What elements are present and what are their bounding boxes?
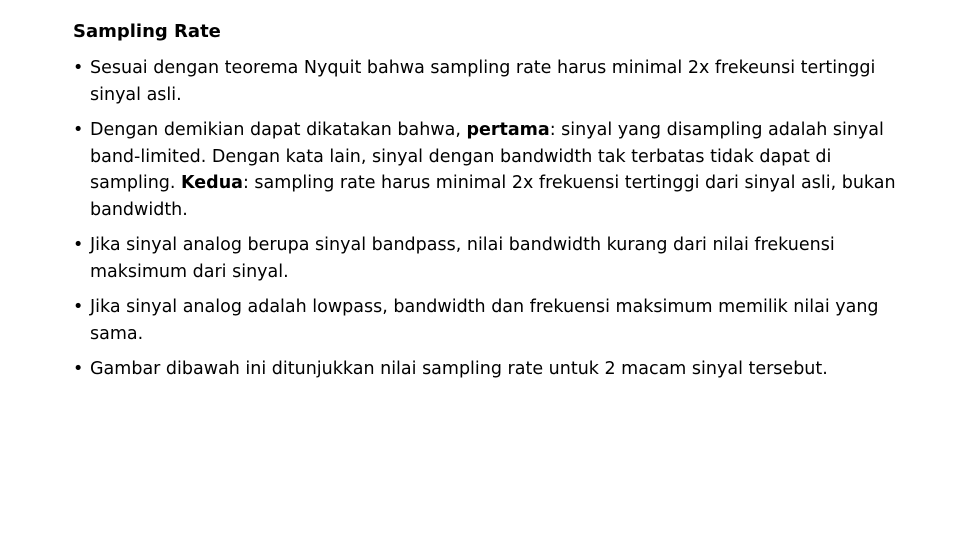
bullet-text [90, 120, 896, 220]
bullet-dot-icon: • [73, 120, 84, 140]
bullet-dot-icon: • [73, 359, 84, 379]
bullet-text: Gambar dibawah ini ditunjukkan nilai sampling rate untuk 2 macam sinyal tersebut. [90, 359, 828, 379]
list-item [73, 55, 903, 108]
bullet-text-segment: Dengan demikian dapat dikatakan bahwa, [90, 120, 467, 140]
bullet-text: Jika sinyal analog berupa sinyal bandpass, nilai bandwidth kurang dari nilai frekuensi maksimum dari sinyal. [90, 235, 835, 282]
bold-term-kedua: Kedua [181, 173, 243, 193]
bullet-text-segment: : sinyal yang disampling adalah sinyal band-limited. Dengan kata lain, sinyal dengan bandwidth tak terbatas tidak dapat di sampling. [90, 120, 884, 193]
bullet-text-segment: : sampling rate harus minimal 2x frekuensi tertinggi dari sinyal asli, bukan bandwidth. [90, 173, 896, 220]
slide-title: Sampling Rate [73, 21, 221, 42]
list-item [73, 232, 903, 285]
list-item [73, 117, 903, 223]
bullet-list [73, 55, 903, 392]
bullet-text: Jika sinyal analog adalah lowpass, bandwidth dan frekuensi maksimum memilik nilai yang sama. [90, 297, 879, 344]
bullet-dot-icon: • [73, 58, 84, 78]
bullet-text: Sesuai dengan teorema Nyquit bahwa sampling rate harus minimal 2x frekeunsi tertinggi sinyal asli. [90, 58, 876, 105]
list-item [73, 356, 903, 383]
bullet-dot-icon: • [73, 297, 84, 317]
bullet-dot-icon: • [73, 235, 84, 255]
bold-term-pertama: pertama [466, 120, 550, 140]
list-item [73, 294, 903, 347]
